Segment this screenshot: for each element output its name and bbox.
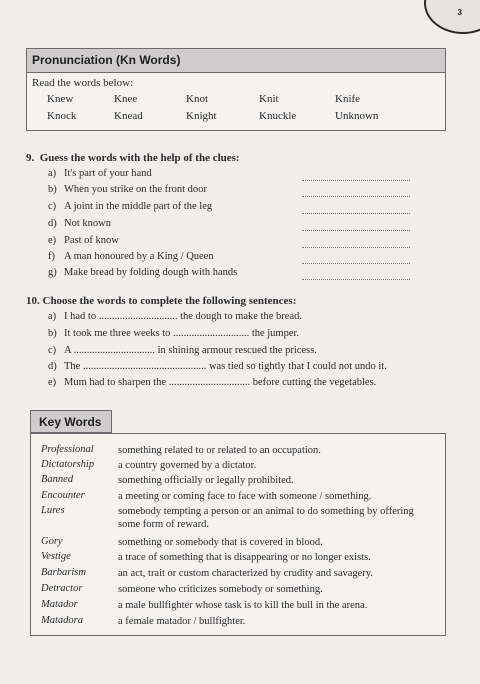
key-word-definition: something or somebody that is covered in blood. bbox=[118, 537, 323, 548]
sentence: e) Mum had to sharpen the ............................... before cutting the vegetables. bbox=[48, 377, 377, 388]
kn-word: Knuckle bbox=[259, 110, 297, 122]
blank[interactable]: ............................... bbox=[73, 345, 156, 356]
key-word-definition: something officially or legally prohibited. bbox=[118, 475, 294, 486]
blank[interactable]: ............................................... bbox=[82, 361, 207, 372]
key-word-term: Lures bbox=[41, 505, 65, 516]
key-word-term: Professional bbox=[41, 444, 94, 455]
key-word-definition: something related to or related to an occupation. bbox=[118, 445, 321, 456]
question-9-title bbox=[26, 152, 240, 164]
key-word-term: Banned bbox=[41, 474, 74, 485]
key-word-term: Matador bbox=[41, 599, 78, 610]
key-word-term: Dictatorship bbox=[41, 459, 95, 470]
key-word-definition: a female matador / bullfighter. bbox=[118, 616, 246, 627]
clue: g) Make bread by folding dough with hands bbox=[48, 267, 238, 278]
page-corner-tab bbox=[424, 0, 480, 34]
kn-word: Knife bbox=[335, 93, 361, 105]
kn-word: Knead bbox=[114, 110, 143, 122]
pronunciation-heading: Pronunciation (Kn Words) bbox=[27, 49, 445, 73]
sentence: d) The ............................................... was tied so tightly that I could not undo it. bbox=[48, 361, 387, 372]
kn-word: Knit bbox=[259, 93, 279, 105]
blank[interactable]: ............................. bbox=[173, 328, 250, 339]
key-word-term: Matadora bbox=[41, 615, 83, 626]
key-word-definition: a male bullfighter whose task is to kill the bull in the arena. bbox=[118, 600, 368, 611]
clue: f) A man honoured by a King / Queen bbox=[48, 251, 214, 262]
key-word-term: Detractor bbox=[41, 583, 83, 594]
key-words-heading: Key Words bbox=[30, 410, 112, 433]
question-number: 9. bbox=[26, 152, 35, 164]
key-word-term: Gory bbox=[41, 536, 63, 547]
key-word-definition: a meeting or coming face to face with someone / something. bbox=[118, 491, 372, 502]
question-text: Choose the words to complete the following sentences: bbox=[42, 295, 297, 307]
key-word-definition: somebody tempting a person or an animal to do something by offering some form of reward. bbox=[118, 506, 414, 530]
sentence: b) It took me three weeks to ............................. the jumper. bbox=[48, 328, 300, 339]
kn-word: Knew bbox=[47, 93, 74, 105]
answer-line[interactable] bbox=[302, 279, 410, 280]
key-word-term: Vestige bbox=[41, 551, 71, 562]
pronunciation-box bbox=[26, 48, 446, 131]
kn-word: Knot bbox=[186, 93, 208, 105]
answer-line[interactable] bbox=[302, 230, 410, 231]
clue: b) When you strike on the front door bbox=[48, 184, 207, 195]
key-word-definition: a country governed by a dictator. bbox=[118, 460, 257, 471]
pronunciation-instruction: Read the words below: bbox=[32, 77, 134, 89]
answer-line[interactable] bbox=[302, 213, 410, 214]
clue: a) It's part of your hand bbox=[48, 168, 152, 179]
kn-word: Knock bbox=[47, 110, 77, 122]
sentence: a) I had to .............................. the dough to make the bread. bbox=[48, 311, 302, 322]
answer-line[interactable] bbox=[302, 196, 410, 197]
page-number: 3 bbox=[457, 8, 462, 17]
key-words-box bbox=[30, 410, 446, 636]
key-word-definition: a trace of something that is disappearing or no longer exists. bbox=[118, 552, 371, 563]
clue: e) Past of know bbox=[48, 235, 119, 246]
kn-word: Unknown bbox=[335, 110, 379, 122]
sentence: c) A ............................... in shining armour rescued the pricess. bbox=[48, 345, 317, 356]
key-word-term: Barbarism bbox=[41, 567, 86, 578]
answer-line[interactable] bbox=[302, 247, 410, 248]
kn-word: Knee bbox=[114, 93, 138, 105]
answer-line[interactable] bbox=[302, 263, 410, 264]
key-word-definition: an act, trait or custom characterized by crudity and savagery. bbox=[118, 568, 373, 579]
key-words-body bbox=[30, 433, 446, 636]
key-word-term: Encounter bbox=[41, 490, 85, 501]
blank[interactable]: ............................... bbox=[168, 377, 251, 388]
question-text: Guess the words with the help of the clues: bbox=[39, 152, 240, 164]
clue: d) Not known bbox=[48, 218, 111, 229]
question-10-title bbox=[26, 295, 296, 307]
kn-word: Knight bbox=[186, 110, 217, 122]
key-word-definition: someone who criticizes somebody or something. bbox=[118, 584, 323, 595]
answer-line[interactable] bbox=[302, 180, 410, 181]
blank[interactable]: .............................. bbox=[98, 311, 178, 322]
question-number: 10. bbox=[26, 295, 40, 307]
pronunciation-body bbox=[27, 73, 445, 130]
clue: c) A joint in the middle part of the leg bbox=[48, 201, 213, 212]
